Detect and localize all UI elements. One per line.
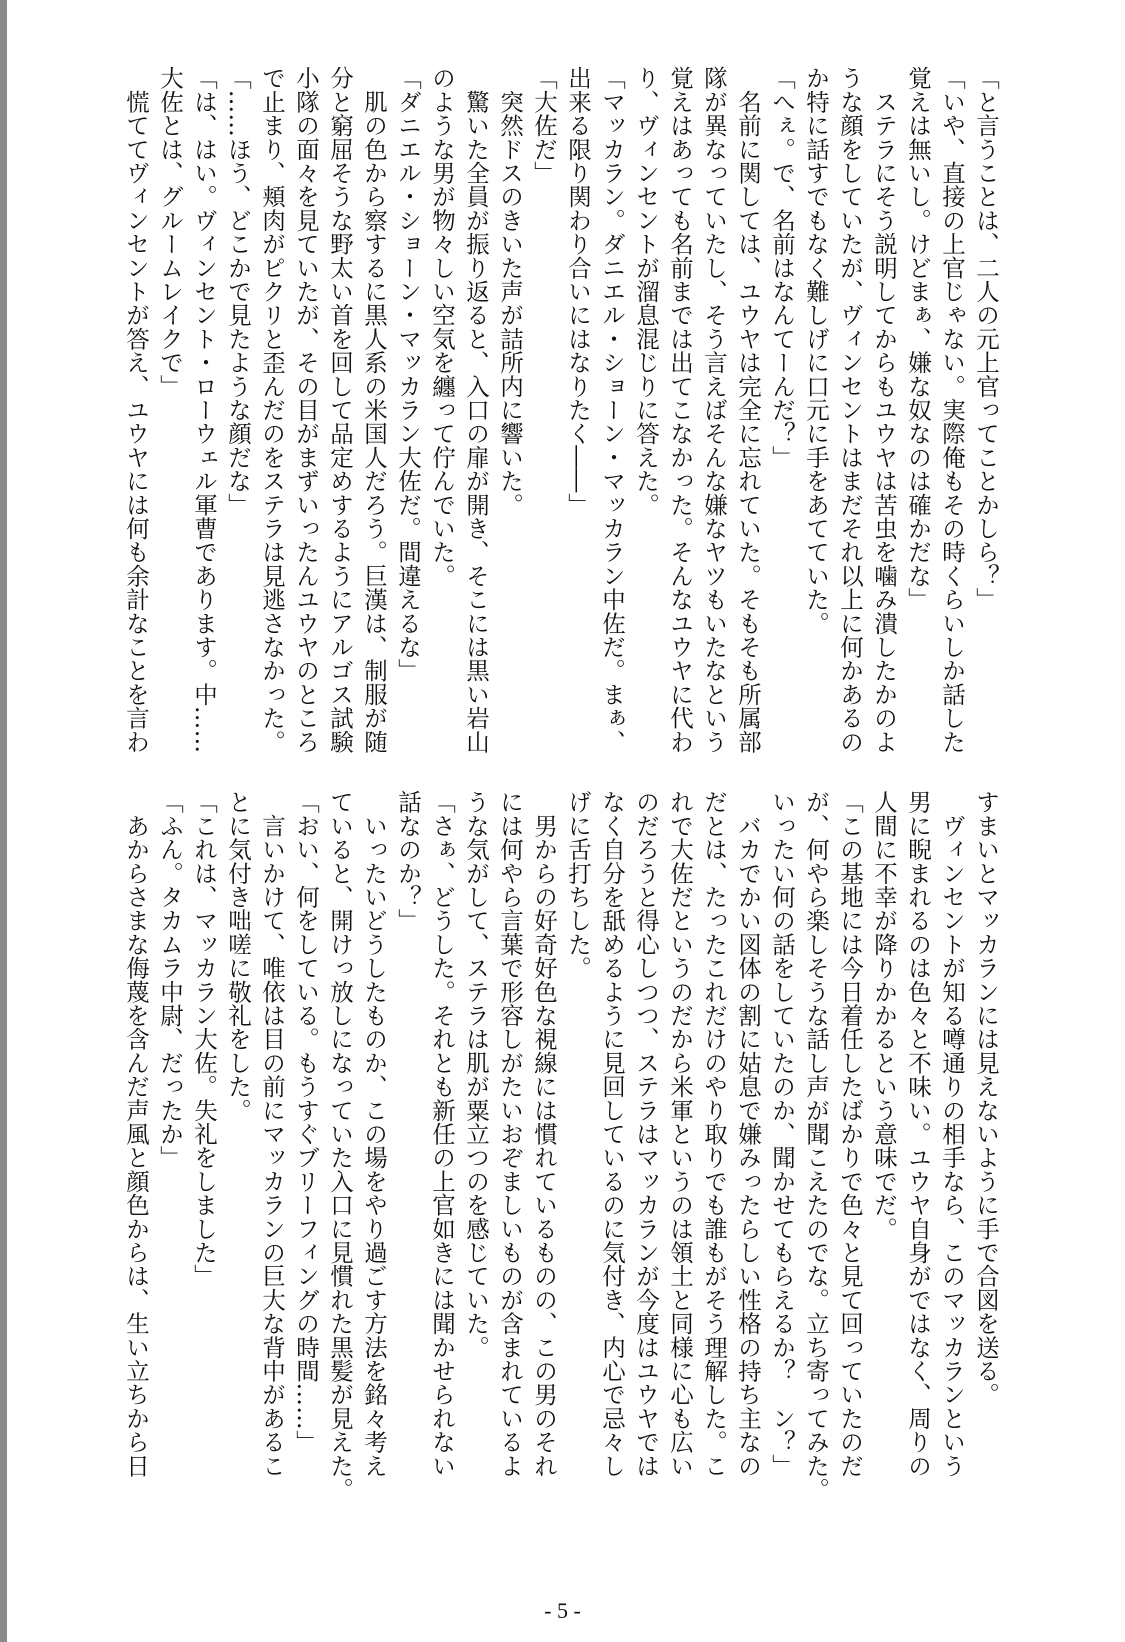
text-line: か特に話すでもなく難しげに口元に手をあてていた。: [802, 66, 830, 635]
text-line: 覚えは無いし。けどまぁ、嫌な奴なのは確かだな」: [904, 66, 932, 612]
text-line: ステラにそう説明してからもユウヤは苦虫を噛み潰したかのよ: [870, 66, 898, 754]
text-line: げに舌打ちした。: [564, 790, 592, 980]
text-line: 「マッカラン。ダニエル・ショーン・マッカラン中佐だ。まぁ、: [598, 66, 626, 754]
text-line: 隊が異なっていたし、そう言えばそんな嫌なヤツもいたなという: [700, 66, 728, 754]
text-line: 「この基地には今日着任したばかりで色々と見て回っていたのだ: [836, 790, 864, 1478]
text-line: すまいとマッカランには見えないように手で合図を送る。: [972, 790, 1000, 1407]
text-line: 話なのか？」: [394, 790, 422, 933]
text-line: 慌ててヴィンセントが答え、ユウヤには何も余計なことを言わ: [122, 66, 150, 754]
text-line: のような男が物々しい空気を纏って佇んでいた。: [428, 66, 456, 588]
text-line: で止まり、頬肉がピクリと歪んだのをステラは見逃さなかった。: [258, 66, 286, 754]
text-line: 小隊の面々を見ていたが、その目がまずいったんユウヤのところ: [292, 66, 320, 754]
text-line: のだろうと得心しつつ、ステラはマッカランが今度はユウヤでは: [632, 790, 660, 1478]
text-line: 男に睨まれるのは色々と不味い。ユウヤ自身がではなく、周りの: [904, 790, 932, 1478]
text-line: り、ヴィンセントが溜息混じりに答えた。: [632, 66, 660, 517]
text-line: 「ダニエル・ショーン・マッカラン大佐だ。間違えるな」: [394, 66, 422, 683]
text-line: 驚いた全員が振り返ると、入口の扉が開き、そこには黒い岩山: [462, 66, 490, 754]
text-line: 「これは、マッカラン大佐。失礼をしました」: [190, 790, 218, 1288]
text-line: 分と窮屈そうな野太い首を回して品定めするようにアルゴス試験: [326, 66, 354, 754]
text-line: 「と言うことは、二人の元上官ってことかしら？」: [972, 66, 1000, 612]
text-line: 「大佐だ」: [530, 66, 558, 185]
text-line: 言いかけて、唯依は目の前にマッカランの巨大な背中があるこ: [258, 790, 286, 1478]
lower-text-block: [119, 790, 1003, 1501]
text-line: 「は、はい。ヴィンセント・ローウェル軍曹であります。中……: [190, 66, 218, 754]
text-line: 人間に不幸が降りかかるという意味でだ。: [870, 790, 898, 1241]
text-line: いったい何の話をしていたのか、聞かせてもらえるか？ ン？」: [768, 790, 796, 1478]
text-line: いったいどうしたものか、この場をやり過ごす方法を銘々考え: [360, 790, 388, 1478]
text-line: が、何やら楽しそうな話し声が聞こえたのでな。立ち寄ってみた。: [802, 790, 830, 1501]
text-line: 名前に関しては、ユウヤは完全に忘れていた。そもそも所属部: [734, 66, 762, 754]
text-line: 肌の色から察するに黒人系の米国人だろう。巨漢は、制服が随: [360, 66, 388, 754]
text-line: 突然ドスのきいた声が詰所内に響いた。: [496, 66, 524, 517]
text-line: バカでかい図体の割に姑息で嫌みったらしい性格の持ち主なの: [734, 790, 762, 1478]
text-line: だとは、たったこれだけのやり取りでも誰もがそう理解した。こ: [700, 790, 728, 1478]
text-line: 覚えはあっても名前までは出てこなかった。そんなユウヤに代わ: [666, 66, 694, 754]
text-line: ヴィンセントが知る噂通りの相手なら、このマッカランという: [938, 790, 966, 1478]
text-line: 「ふん。タカムラ中尉、だったか」: [156, 790, 184, 1170]
text-line: なく自分を舐めるように見回しているのに気付き、内心で忌々し: [598, 790, 626, 1478]
text-line: 大佐とは、グルームレイクで」: [156, 66, 184, 398]
text-line: 「へぇ。で、名前はなんてーんだ？」: [768, 66, 796, 469]
page-number: - 5 -: [544, 1598, 581, 1623]
page-edge: [0, 0, 7, 1642]
text-line: ていると、開けっ放しになっていた入口に見慣れた黒髪が見えた。: [326, 790, 354, 1501]
text-line: には何やら言葉で形容しがたいおぞましいものが含まれているよ: [496, 790, 524, 1478]
upper-text-block: [119, 66, 1003, 766]
text-line: 「……ほう、どこかで見たような顔だな」: [224, 66, 252, 517]
text-line: 出来る限り関わり合いにはなりたく――」: [564, 66, 592, 517]
text-line: れで大佐だというのだから米軍というのは領土と同様に心も広い: [666, 790, 694, 1478]
text-line: 「さぁ、どうした。それとも新任の上官如きには聞かせられない: [428, 790, 456, 1478]
text-line: 「いや、直接の上官じゃない。実際俺もその時くらいしか話した: [938, 66, 966, 754]
text-line: あからさまな侮蔑を含んだ声風と顔色からは、生い立ちから日: [122, 790, 150, 1478]
text-line: うな気がして、ステラは肌が粟立つのを感じていた。: [462, 790, 490, 1359]
text-line: 男からの好奇好色な視線には慣れているものの、この男のそれ: [530, 790, 558, 1478]
text-line: とに気付き咄嗟に敬礼をした。: [224, 790, 252, 1122]
text-line: 「おい、何をしている。もうすぐブリーフィングの時間……」: [292, 790, 320, 1454]
text-line: うな顔をしていたが、ヴィンセントはまだそれ以上に何かあるの: [836, 66, 864, 754]
